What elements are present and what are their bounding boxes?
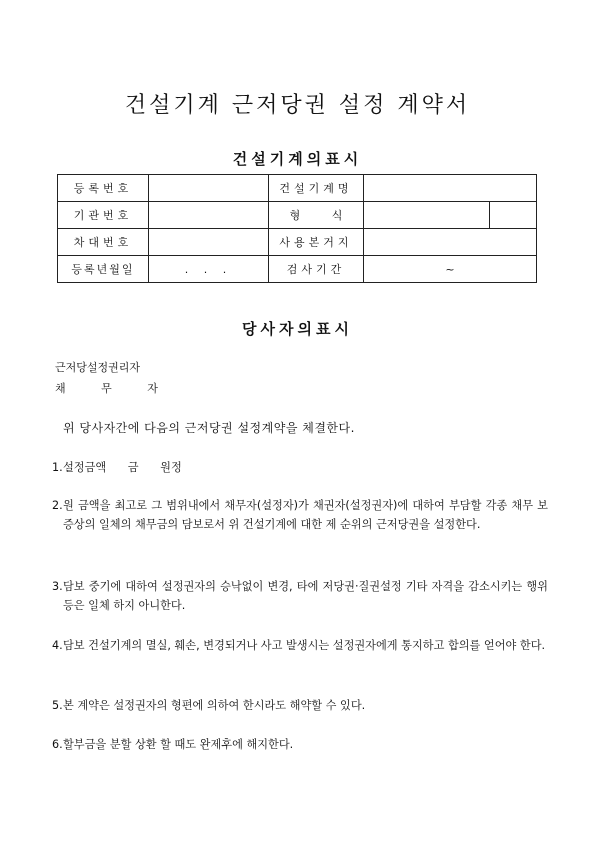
clause-text: 본 계약은 설정권자의 형편에 의하여 한시라도 해약할 수 있다. bbox=[63, 699, 366, 712]
registration-date-label: 등록년월일 bbox=[58, 256, 149, 283]
clause-text: 담보 중기에 대하여 설정권자의 승낙없이 변경, 타에 저당권·질권설정 기타 자격을 감소시키는 행위 등은 일체 하지 아니한다. bbox=[63, 580, 548, 612]
home-base-label: 사용본거지 bbox=[269, 229, 364, 256]
clause-number: 5. bbox=[52, 699, 63, 712]
model-label: 형 식 bbox=[269, 202, 364, 229]
clause-3 bbox=[52, 577, 548, 615]
clause-number: 1. bbox=[52, 461, 63, 474]
document-title: 건설기계 근저당권 설정 계약서 bbox=[124, 93, 471, 118]
model-value bbox=[364, 202, 490, 229]
inspection-period-label: 검사기간 bbox=[269, 256, 364, 283]
inspection-period-value: ~ bbox=[364, 256, 537, 283]
clause-number: 2. bbox=[52, 499, 63, 512]
equipment-table bbox=[57, 174, 537, 283]
clause-number: 6. bbox=[52, 738, 63, 751]
table-row bbox=[58, 202, 537, 229]
intro-statement: 위 당사자간에 다음의 근저당권 설정계약을 체결한다. bbox=[63, 421, 355, 435]
registration-number-value bbox=[149, 175, 269, 202]
debtor-label: 채 무 자 bbox=[55, 382, 158, 395]
table-row bbox=[58, 256, 537, 283]
clause-1 bbox=[52, 458, 548, 477]
chassis-number-value bbox=[149, 229, 269, 256]
table-row bbox=[58, 229, 537, 256]
clause-2 bbox=[52, 496, 548, 534]
equipment-name-value bbox=[364, 175, 537, 202]
registration-number-label: 등록번호 bbox=[58, 175, 149, 202]
engine-number-label: 기관번호 bbox=[58, 202, 149, 229]
clause-text: 원 금액을 최고로 그 범위내에서 채무자(설정자)가 채권자(설정권자)에 대하여 부담할 각종 채무 보증상의 일체의 채무금의 담보로서 위 건설기계에 대한 제 순위의 근저당권을 설정한다. bbox=[63, 499, 548, 531]
clause-text: 할부금을 분할 상환 할 때도 완제후에 해지한다. bbox=[63, 738, 294, 751]
clause-number: 3. bbox=[52, 580, 63, 593]
equipment-section-heading: 건설기계의표시 bbox=[232, 150, 363, 168]
table-row bbox=[58, 175, 537, 202]
registration-date-value: . . . bbox=[149, 256, 269, 283]
clause-5 bbox=[52, 696, 548, 715]
chassis-number-label: 차대번호 bbox=[58, 229, 149, 256]
home-base-value bbox=[364, 229, 537, 256]
mortgagee-label: 근저당설정권리자 bbox=[55, 361, 141, 374]
model-extra-value bbox=[490, 202, 537, 229]
clause-text: 담보 건설기계의 멸실, 훼손, 변경되거나 사고 발생시는 설정권자에게 통지하고 합의를 얻어야 한다. bbox=[63, 639, 546, 652]
engine-number-value bbox=[149, 202, 269, 229]
clause-6 bbox=[52, 735, 548, 754]
clause-number: 4. bbox=[52, 639, 63, 652]
clause-4 bbox=[52, 636, 548, 655]
clause-text: 설정금액 금 원정 bbox=[63, 461, 182, 474]
equipment-name-label: 건설기계명 bbox=[269, 175, 364, 202]
party-section-heading: 당사자의표시 bbox=[242, 320, 353, 338]
